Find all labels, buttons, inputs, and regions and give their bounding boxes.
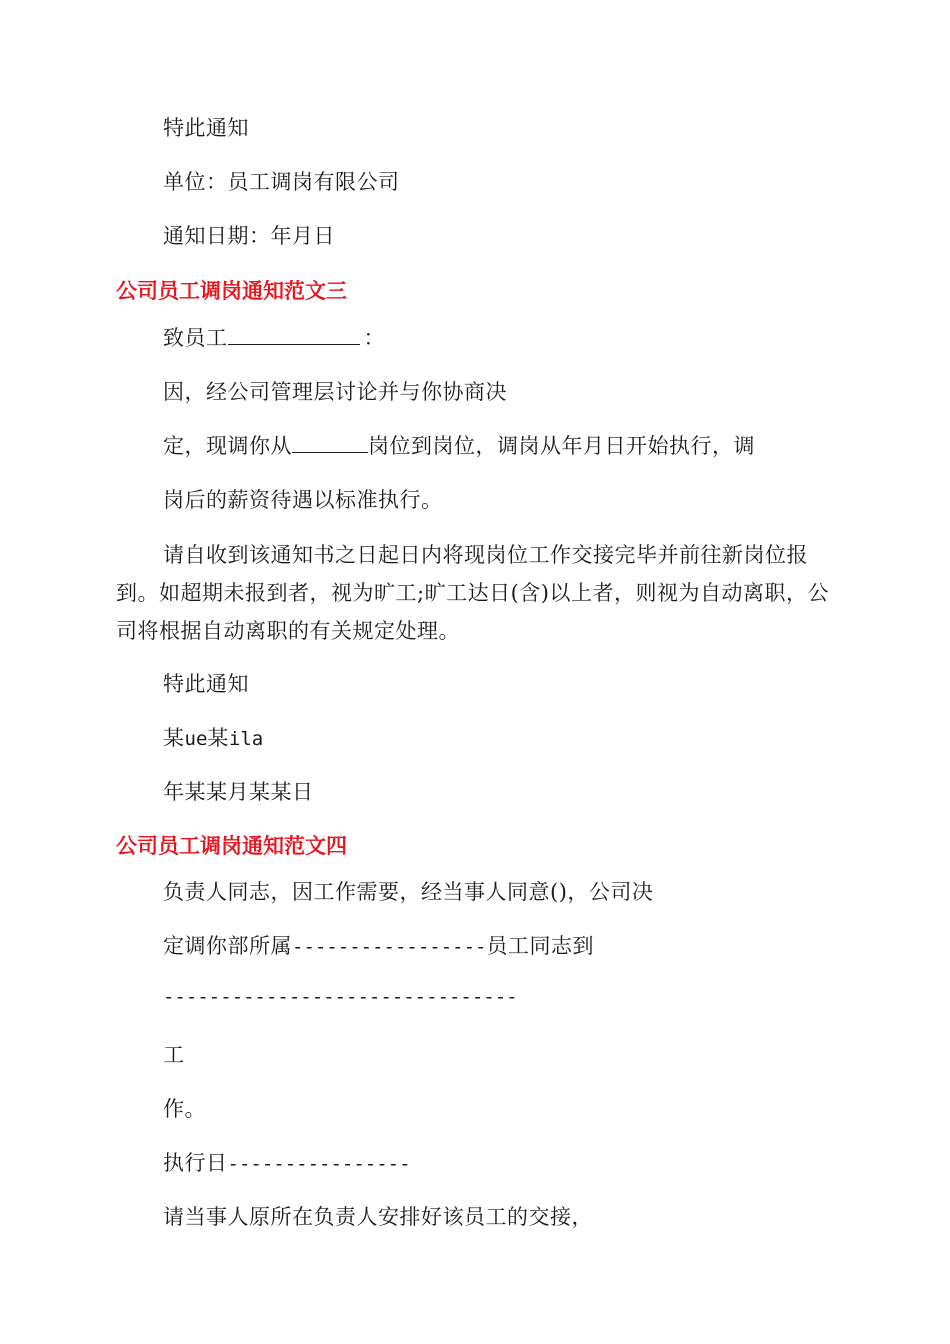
- section3-line2: [163, 431, 755, 461]
- addressee-suffix: ：: [363, 326, 385, 350]
- section4-line2: [163, 931, 594, 962]
- sign-latin-2: ila: [228, 728, 264, 750]
- sign-char-1: 某: [163, 726, 185, 750]
- dash-blank: -----------------: [292, 936, 487, 958]
- section3-paragraph: 请自收到该通知书之日起日内将现岗位工作交接完毕并前往新岗位报到。如超期未报到者，视为旷工;旷工达日(含)以上者，则视为自动离职，公司将根据自动离职的有关规定处理。: [116, 543, 829, 643]
- line2-part-a: 定调你部所属: [163, 934, 292, 958]
- notice-text: 特此通知: [163, 116, 249, 140]
- sign-char-2: 某: [207, 726, 229, 750]
- section3-notice: 特此通知: [163, 672, 249, 696]
- sign-latin-1: ue: [184, 728, 208, 750]
- section4-heading: 公司员工调岗通知范文四: [116, 834, 347, 858]
- unit-text: 单位：员工调岗有限公司: [163, 170, 400, 194]
- name-blank: [228, 324, 360, 345]
- section3-date: 年某某月某某日: [163, 780, 314, 804]
- addressee-prefix: 致员工: [163, 326, 228, 350]
- position-blank: [292, 432, 368, 453]
- section3-line3: 岗后的薪资待遇以标准执行。: [163, 488, 443, 512]
- section3-signature: [163, 723, 263, 754]
- section4-dash-line: -------------------------------: [163, 986, 518, 1008]
- line2-part-a: 定，现调你从: [163, 434, 292, 458]
- section4-line6: [163, 1148, 411, 1179]
- line2-part-b: 员工同志到: [486, 934, 594, 958]
- section3-heading: 公司员工调岗通知范文三: [116, 279, 347, 303]
- notice-date: 通知日期：年月日: [163, 224, 335, 248]
- section3-addressee: [163, 323, 385, 353]
- line2-part-b: 岗位到岗位，调岗从年月日开始执行，调: [368, 434, 755, 458]
- section4-line4: 工: [163, 1043, 185, 1067]
- section4-line7: 请当事人原所在负责人安排好该员工的交接，: [163, 1205, 593, 1229]
- exec-date-blank: ----------------: [227, 1153, 411, 1175]
- exec-date-label: 执行日: [163, 1151, 228, 1175]
- section4-line1: 负责人同志，因工作需要，经当事人同意()，公司决: [163, 880, 654, 904]
- section3-line1: 因，经公司管理层讨论并与你协商决: [163, 380, 507, 404]
- section4-line5: 作。: [163, 1097, 206, 1121]
